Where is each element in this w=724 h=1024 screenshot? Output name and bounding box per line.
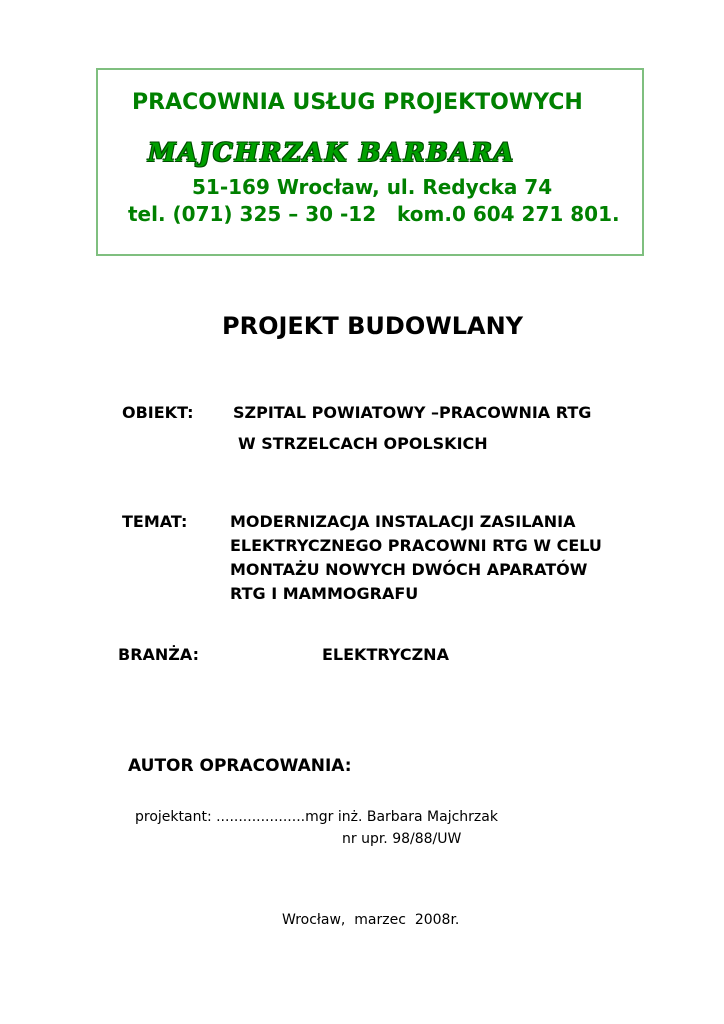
company-name: MAJCHRZAK BARBARA [148, 138, 516, 167]
branch-value: ELEKTRYCZNA [322, 645, 449, 664]
office-address: 51-169 Wrocław, ul. Redycka 74 [192, 175, 553, 199]
topic-line: MODERNIZACJA INSTALACJI ZASILANIA [230, 512, 576, 531]
branch-label: BRANŻA: [118, 645, 199, 664]
topic-line: RTG I MAMMOGRAFU [230, 584, 419, 603]
topic-line: ELEKTRYCZNEGO PRACOWNI RTG W CELU [230, 536, 602, 555]
office-name: PRACOWNIA USŁUG PROJEKTOWYCH [132, 90, 583, 115]
page-title: PROJEKT BUDOWLANY [222, 312, 524, 340]
author-heading: AUTOR OPRACOWANIA: [128, 756, 352, 776]
designer-line: projektant: ....................mgr inż. Barbara Majchrzak [135, 809, 498, 825]
topic-line: MONTAŻU NOWYCH DWÓCH APARATÓW [230, 560, 588, 579]
topic-label: TEMAT: [122, 512, 188, 531]
object-line: W STRZELCACH OPOLSKICH [238, 434, 488, 453]
office-phone: tel. (071) 325 – 30 -12 kom.0 604 271 801. [128, 202, 620, 226]
object-label: OBIEKT: [122, 403, 194, 422]
license-number: nr upr. 98/88/UW [342, 831, 462, 847]
place-date: Wrocław, marzec 2008r. [282, 912, 460, 928]
object-line: SZPITAL POWIATOWY –PRACOWNIA RTG [233, 403, 592, 422]
